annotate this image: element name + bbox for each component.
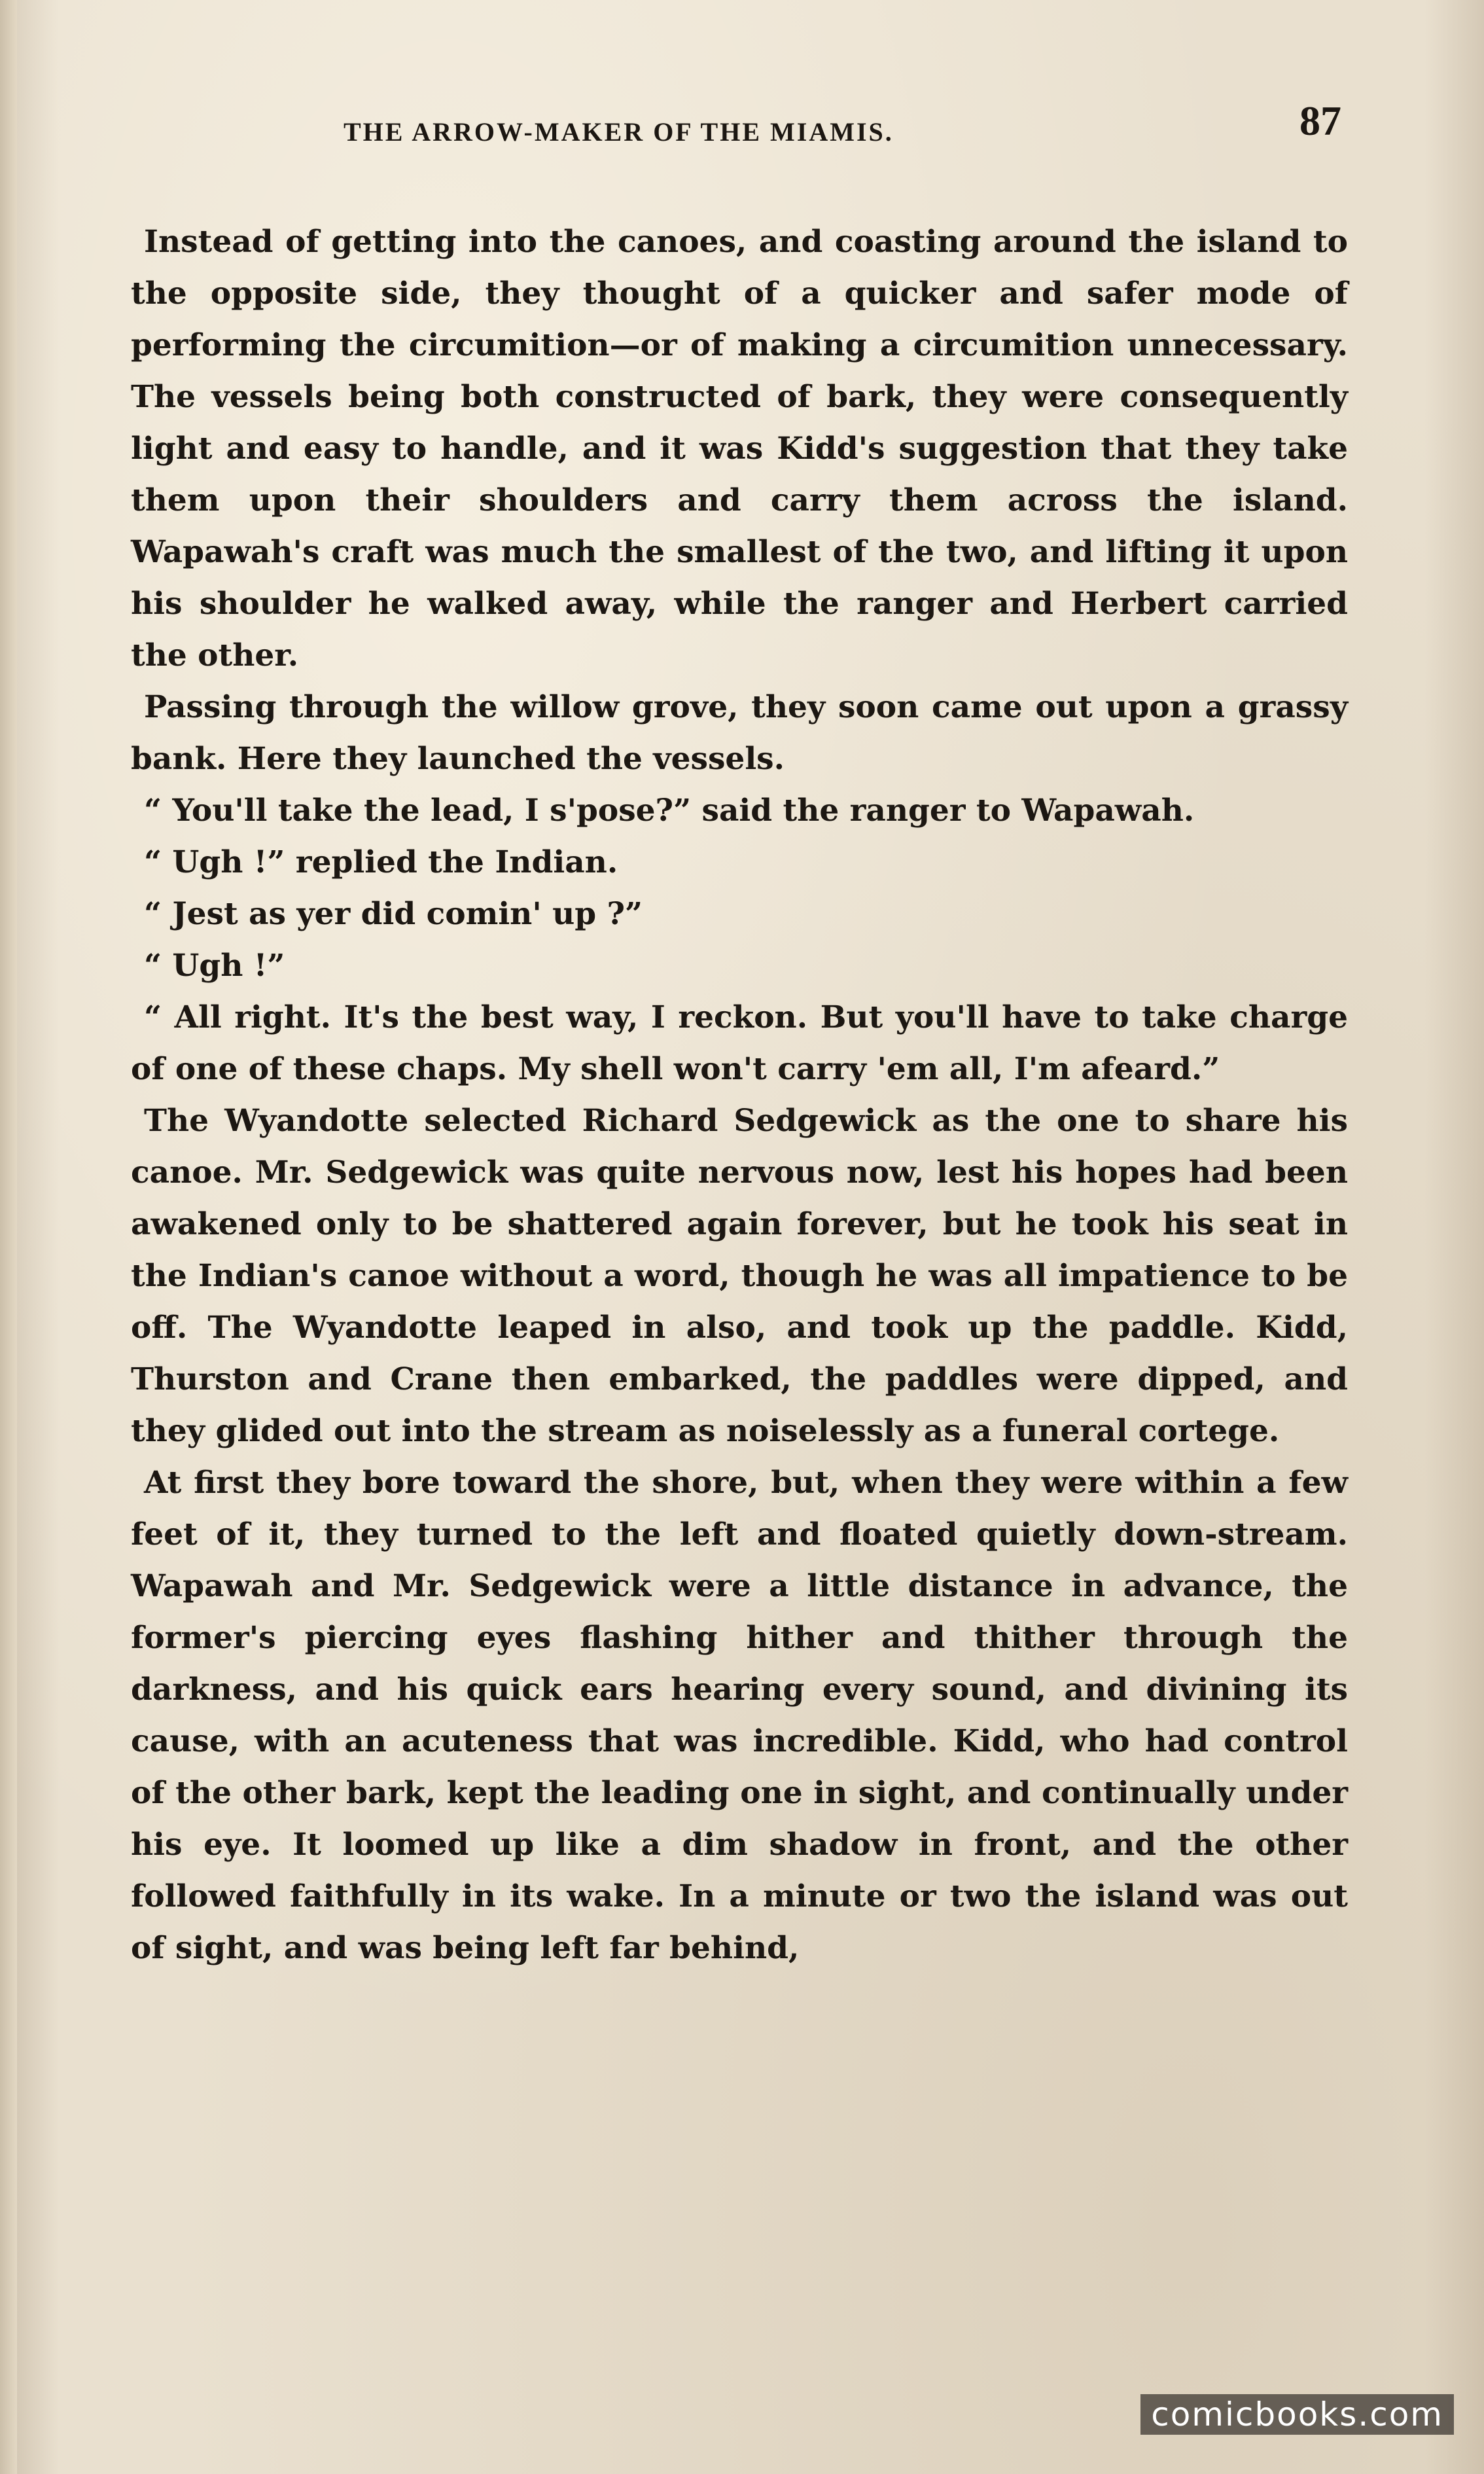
paragraph: “ All right. It's the best way, I reckon. But you'll have to take charge of one of these chaps. My shell won't carry 'em all, I'm afeard.” — [131, 999, 1348, 1087]
paragraph: “ You'll take the lead, I s'pose?” said the ranger to Wapawah. — [144, 793, 1195, 829]
running-title: THE ARROW-MAKER OF THE MIAMIS. — [344, 117, 894, 147]
paragraph: “ Ugh !” — [144, 948, 285, 984]
page-edge — [0, 0, 17, 2474]
paragraph: “ Jest as yer did comin' up ?” — [144, 896, 643, 932]
book-page — [131, 92, 1348, 1974]
body-text — [131, 216, 1348, 1974]
site-watermark: comicbooks.com — [1140, 2394, 1454, 2435]
page-number: 87 — [1299, 98, 1341, 144]
paragraph: Instead of getting into the canoes, and coasting around the island to the opposite side, they thought of a quicker and safer mode of performing the circumition—or of making a circumition unnecessary. The vessels being both constructed of bark, they were consequently light and easy to handle, and it was Kidd's suggestion that they take them upon their shoulders and carry them across the island. Wapawah's craft was much the smallest of the two, and lifting it upon his shoulder he walked away, while the ranger and Herbert carried the other. — [131, 224, 1348, 673]
paragraph: At first they bore toward the shore, but, when they were within a few feet of it, they turned to the left and floated quietly down-stream. Wapawah and Mr. Sedgewick were a little distance in advance, the former's piercing eyes flashing hither and thither through the darkness, and his quick ears hearing every sound, and divining its cause, with an acuteness that was incredible. Kidd, who had control of the other bark, kept the leading one in sight, and continually under his eye. It loomed up like a dim shadow in front, and the other followed faithfully in its wake. In a minute or two the island was out of sight, and was being left far behind, — [131, 1465, 1348, 1966]
paragraph: “ Ugh !” replied the Indian. — [144, 844, 618, 880]
paragraph: Passing through the willow grove, they soon came out upon a grassy bank. Here they launched the vessels. — [131, 689, 1348, 777]
running-head — [131, 92, 1348, 151]
paragraph: The Wyandotte selected Richard Sedgewick as the one to share his canoe. Mr. Sedgewick was quite nervous now, lest his hopes had been awakened only to be shattered again forever, but he took his seat in the Indian's canoe without a word, though he was all impatience to be off. The Wyandotte leaped in also, and took up the paddle. Kidd, Thurston and Crane then embarked, the paddles were dipped, and they glided out into the stream as noiselessly as a funeral cortege. — [131, 1103, 1348, 1449]
